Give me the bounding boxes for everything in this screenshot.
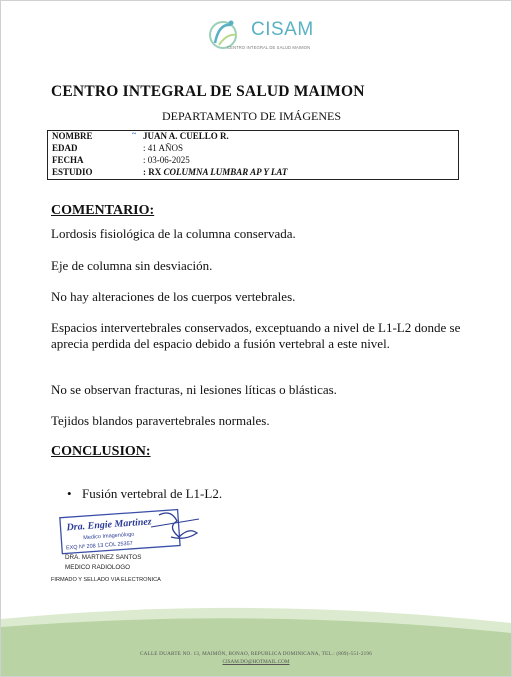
- footer: [1, 605, 511, 677]
- comment-paragraph: Tejidos blandos paravertebrales normales.: [51, 413, 270, 428]
- stamp-graphic: [59, 507, 209, 557]
- report-page: CISAM CENTRO INTEGRAL DE SALUD MAIMON CENTRO INTEGRAL DE SALUD MAIMON DEPARTAMENTO DE IMÁGENES NOMBRE ~ JUAN A. CUELLO R. EDAD : 41 AÑOS FECHA : 03-06-2025 ESTUDIO : RX COLUMNA LUMBAR AP Y LAT COMENTARIO: Lordosis fisiológica de la columna conservada. Eje de columna sin desviación. No hay alteraciones de los cuerpos vertebrales. Espacios intervertebrales conservados, exceptuando a nivel de L1-L2 donde se aprecia perdida del espacio debido a fusión vertebral a este nivel. No se observan fracturas, ni lesiones líticas o blásticas. Tejidos blandos paravertebrales normales. CONCLUSION: • Fusión vertebral de L1-L2. Dra. Engie Martinez Medico Imagenólogo EXQ Nº 208 13 COL 25357 DRA. MARTINEZ SANTOS MEDICO RADIOLOGO FIRMADO Y SELLADO VIA ELECTRONICA CALLE DUARTE NO. 13, MAIMÓN, BONAO, REPUBLICA DOMINICANA, TEL.: (809)-551-2196 CISAM.DO@HOTMAIL.COM: [0, 0, 512, 677]
- doctor-stamp: [59, 507, 209, 557]
- name-value: ~ JUAN A. CUELLO R.: [132, 129, 229, 141]
- stamp-signature: Dra. Engie Martinez: [66, 516, 153, 534]
- bullet-icon: •: [67, 486, 72, 501]
- logo-name: CISAM: [251, 19, 314, 40]
- age-label: EDAD: [52, 143, 78, 153]
- stamp-exequatur: EXQ Nº 208 13 COL 25357: [65, 540, 133, 552]
- name-label: NOMBRE: [52, 131, 93, 141]
- comment-paragraph: Eje de columna sin desviación.: [51, 258, 213, 273]
- study-label: ESTUDIO: [52, 167, 93, 177]
- date-value: : 03-06-2025: [143, 155, 190, 165]
- comment-paragraph: Espacios intervertebrales conservados, exceptuando a nivel de L1-L2 donde se aprecia perdida del espacio debido a fusión vertebral a este nivel.: [51, 320, 461, 351]
- study-value: : RX COLUMNA LUMBAR AP Y LAT: [143, 167, 288, 177]
- logo-emblem-icon: [197, 13, 253, 57]
- footer-email: CISAM.DO@HOTMAIL.COM: [222, 659, 290, 665]
- department-title: DEPARTAMENTO DE IMÁGENES: [162, 109, 341, 123]
- comment-paragraph: No hay alteraciones de los cuerpos vertebrales.: [51, 289, 296, 304]
- logo-subtitle: CENTRO INTEGRAL DE SALUD MAIMON: [227, 45, 311, 50]
- signer-name: DRA. MARTINEZ SANTOS: [65, 554, 142, 561]
- footer-wave-graphic: [1, 605, 511, 677]
- comment-paragraph: Lordosis fisiológica de la columna conservada.: [51, 226, 296, 241]
- cisam-logo: [197, 13, 337, 57]
- age-value: : 41 AÑOS: [143, 143, 184, 153]
- comment-paragraph: No se observan fracturas, ni lesiones líticas o blásticas.: [51, 382, 337, 397]
- signature-note: FIRMADO Y SELLADO VIA ELECTRONICA: [51, 577, 161, 583]
- date-label: FECHA: [52, 155, 84, 165]
- stamp-role: Medico Imagenólogo: [83, 531, 135, 542]
- comentario-heading: COMENTARIO:: [51, 203, 155, 218]
- signer-title: MEDICO RADIOLOGO: [65, 564, 131, 571]
- conclusion-heading: CONCLUSION:: [51, 444, 151, 459]
- spellcheck-mark-icon: ~: [132, 129, 137, 138]
- footer-address: CALLE DUARTE NO. 13, MAIMÓN, BONAO, REPUBLICA DOMINICANA, TEL.: (809)-551-2196: [139, 651, 373, 657]
- clinic-title: CENTRO INTEGRAL DE SALUD MAIMON: [51, 83, 365, 100]
- patient-info-box: [47, 130, 459, 180]
